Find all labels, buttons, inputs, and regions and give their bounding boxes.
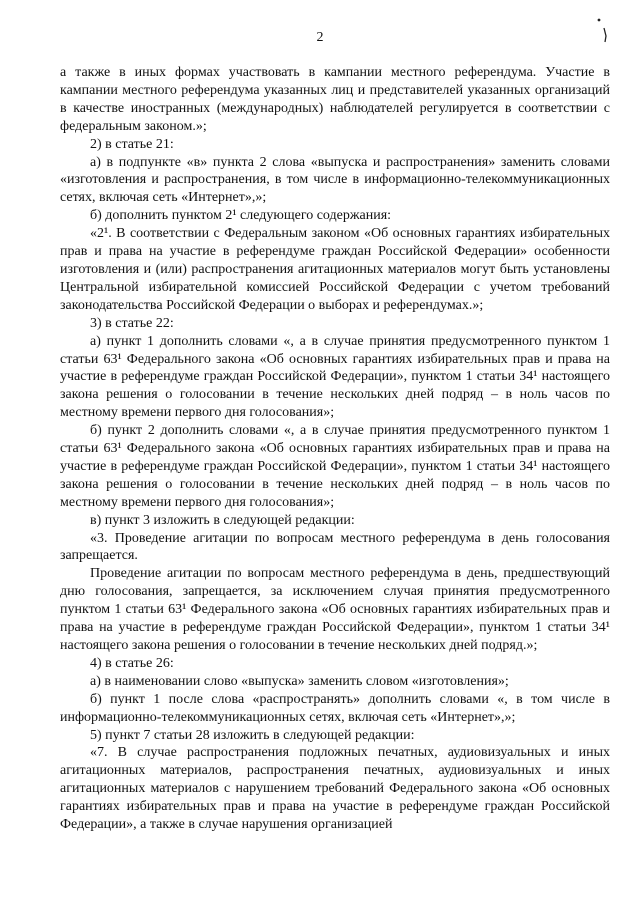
page-number: 2 <box>316 30 324 45</box>
paragraph: «2¹. В соответствии с Федеральным законом «Об основных гарантиях избирательных прав и права на участие в референдуме граждан Российской Федерации» особенности изготовления и (или) распространения агитационных материалов могут быть установлены Центральной избирательной комиссией Российской Федерации с учетом требований законодательства Российской Федерации о выборах и референдумах.»; <box>60 226 610 313</box>
margin-mark <box>596 14 608 44</box>
paragraph: Проведение агитации по вопросам местного референдума в день, предшествующий дню голосования, запрещается, за исключением случая принятия предусмотренного пунктом 1 статьи 63¹ Федерального закона «Об основных гарантиях избирательных прав и права на участие в референдуме граждан Российской Федерации», пунктом 1 статьи 34¹ настоящего закона решения о голосовании в течение нескольких дней подряд.»; <box>60 566 610 653</box>
paragraph: 5) пункт 7 статьи 28 изложить в следующей редакции: <box>90 727 415 743</box>
paragraph: 3) в статье 22: <box>90 315 174 331</box>
paragraph: а также в иных формах участвовать в кампании местного референдума. Участие в кампании местного референдума указанных лиц и представителей указанных организаций в качестве иностранных (международных) наблюдателей регулируется в соответствии с федеральным законом.»; <box>60 65 610 134</box>
paragraph: 4) в статье 26: <box>90 655 174 671</box>
paragraph: а) в подпункте «в» пункта 2 слова «выпуска и распространения» заменить словами «изготовления и распространения, в том числе в информационно-телекоммуникационных сетях, включая сеть «Интернет»,»; <box>60 154 610 206</box>
paragraph: в) пункт 3 изложить в следующей редакции: <box>90 512 355 528</box>
document-body <box>60 64 610 834</box>
paragraph: а) пункт 1 дополнить словами «, а в случае принятия предусмотренного пунктом 1 статьи 63¹ Федерального закона «Об основных гарантиях избирательных прав и права на участие в референдуме граждан Российской Федерации», пунктом 1 статьи 34¹ настоящего закона решения о голосовании в течение нескольких дней подряд – в ноль часов по местному времени первого дня голосования»; <box>60 333 610 421</box>
paragraph: б) дополнить пунктом 2¹ следующего содержания: <box>90 208 392 224</box>
paragraph: б) пункт 1 после слова «распространять» дополнить словами «, в том числе в информационно-телекоммуникационных сетях, включая сеть «Интернет»,»; <box>60 691 610 725</box>
paragraph: «7. В случае распространения подложных печатных, аудиовизуальных и иных агитационных материалов, распространения печатных, аудиовизуальных и иных агитационных материалов с нарушением требований Федерального закона «Об основных гарантиях избирательных прав и права на участие в референдуме граждан Российской Федерации», а также в случае нарушения организацией <box>60 745 610 833</box>
paragraph: б) пункт 2 дополнить словами «, а в случае принятия предусмотренного пунктом 1 статьи 63¹ Федерального закона «Об основных гарантиях избирательных прав и права на участие в референдуме граждан Российской Федерации», пунктом 1 статьи 34¹ настоящего закона решения о голосовании в течение нескольких дней подряд – в ноль часов по местному времени первого дня голосования»; <box>60 423 610 510</box>
paragraph: 2) в статье 21: <box>90 136 174 152</box>
paragraph: «3. Проведение агитации по вопросам местного референдума в день голосования запрещается. <box>60 530 610 564</box>
paragraph: а) в наименовании слово «выпуска» заменить словом «изготовления»; <box>90 673 509 689</box>
